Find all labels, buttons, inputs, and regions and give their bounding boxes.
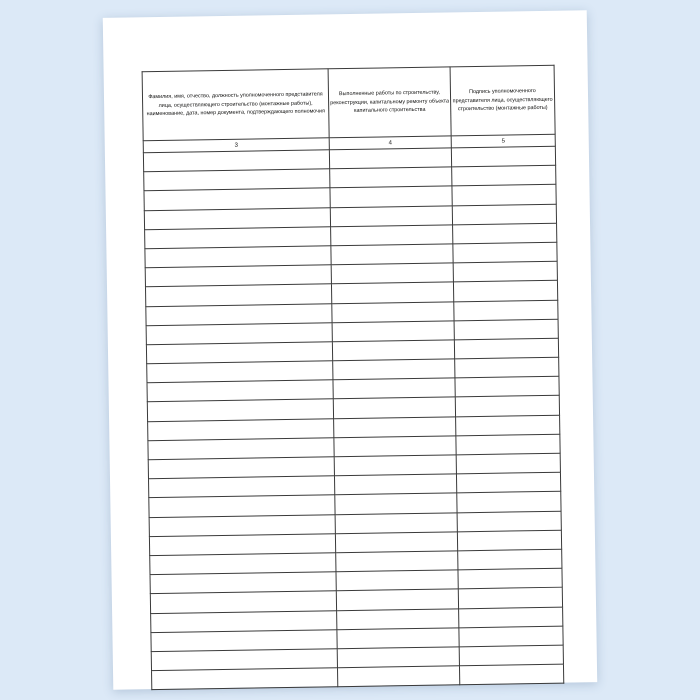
table-cell[interactable] — [457, 492, 561, 513]
table-cell[interactable] — [453, 223, 557, 244]
table-cell[interactable] — [452, 165, 556, 186]
table-cell[interactable] — [451, 146, 555, 167]
journal-table — [142, 65, 565, 691]
table-cell[interactable] — [452, 204, 556, 225]
table-body — [143, 146, 563, 690]
document-content — [142, 65, 564, 691]
table-cell[interactable] — [152, 668, 338, 690]
table-cell[interactable] — [334, 455, 456, 476]
table-cell[interactable] — [336, 551, 458, 572]
table-cell[interactable] — [330, 205, 452, 226]
table-header-row — [142, 65, 555, 140]
table-cell[interactable] — [333, 359, 455, 380]
table-cell[interactable] — [454, 338, 558, 359]
table-cell[interactable] — [454, 300, 558, 321]
table-cell[interactable] — [333, 397, 455, 418]
table-cell[interactable] — [453, 242, 557, 263]
document-sheet — [103, 10, 597, 690]
table-cell[interactable] — [455, 396, 559, 417]
table-cell[interactable] — [455, 376, 559, 397]
table-cell[interactable] — [453, 261, 557, 282]
table-cell[interactable] — [332, 340, 454, 361]
table-cell[interactable] — [456, 453, 560, 474]
table-header — [142, 65, 555, 152]
table-cell[interactable] — [337, 666, 459, 687]
table-cell[interactable] — [332, 321, 454, 342]
table-cell[interactable] — [459, 645, 563, 666]
column-header-signature: Подпись уполномоченного представителя лица, осуществляющего строительство (монтажные работы) — [450, 65, 555, 136]
table-cell[interactable] — [455, 357, 559, 378]
table-cell[interactable] — [459, 626, 563, 647]
table-cell[interactable] — [337, 608, 459, 629]
table-cell[interactable] — [334, 436, 456, 457]
column-number-5: 5 — [451, 134, 555, 148]
table-cell[interactable] — [332, 301, 454, 322]
table-cell[interactable] — [334, 416, 456, 437]
table-cell[interactable] — [330, 186, 452, 207]
column-number-3: 3 — [143, 138, 329, 153]
table-cell[interactable] — [335, 512, 457, 533]
table-cell[interactable] — [453, 281, 557, 302]
column-header-works: Выполненные работы по строительству, реконструкции, капитальному ремонту объекта капитального строительства — [328, 67, 451, 138]
table-cell[interactable] — [330, 167, 452, 188]
table-cell[interactable] — [329, 148, 451, 169]
table-cell[interactable] — [336, 589, 458, 610]
table-cell[interactable] — [331, 282, 453, 303]
table-cell[interactable] — [456, 415, 560, 436]
table-cell[interactable] — [337, 647, 459, 668]
table-cell[interactable] — [456, 434, 560, 455]
table-cell[interactable] — [336, 570, 458, 591]
table-cell[interactable] — [458, 549, 562, 570]
table-cell[interactable] — [458, 588, 562, 609]
table-cell[interactable] — [452, 185, 556, 206]
table-cell[interactable] — [454, 319, 558, 340]
table-cell[interactable] — [333, 378, 455, 399]
table-cell[interactable] — [331, 263, 453, 284]
table-cell[interactable] — [458, 568, 562, 589]
table-cell[interactable] — [331, 244, 453, 265]
table-cell[interactable] — [456, 472, 560, 493]
table-cell[interactable] — [334, 474, 456, 495]
column-header-representative: Фамилия, имя, отчество, должность уполномоченного представителя лица, осуществляющего строительство (монтажные работы), наименование, дата, номер документа, подтверждающего полномочия — [142, 69, 329, 141]
table-cell[interactable] — [457, 511, 561, 532]
table-cell[interactable] — [459, 607, 563, 628]
table-cell[interactable] — [459, 664, 563, 685]
table-cell[interactable] — [337, 628, 459, 649]
table-cell[interactable] — [457, 530, 561, 551]
column-number-4: 4 — [329, 136, 451, 150]
table-cell[interactable] — [335, 493, 457, 514]
table-cell[interactable] — [335, 532, 457, 553]
table-cell[interactable] — [331, 225, 453, 246]
